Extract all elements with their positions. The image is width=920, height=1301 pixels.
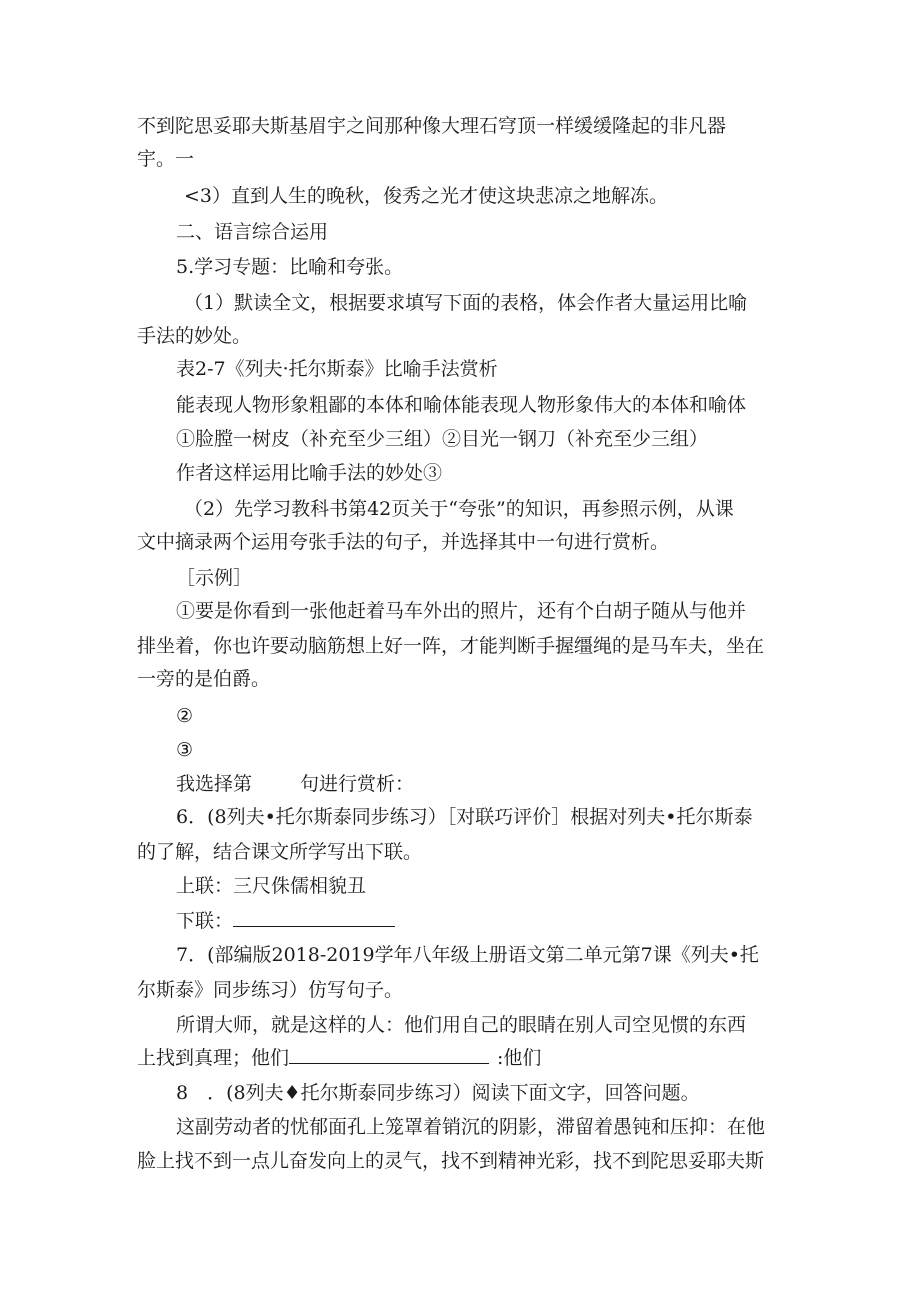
- text-line: 所谓大师，就是这样的人：他们用自己的眼睛在别人司空见惯的东西: [176, 1014, 747, 1036]
- answer-suffix: 句进行赏析：: [300, 773, 415, 795]
- answer-line: [176, 771, 797, 797]
- text-line: 文中摘录两个运用夸张手法的句子，并选择其中一句进行赏析。: [137, 531, 670, 553]
- table-header: 能表现人物形象粗鄙的本体和喻体能表现人物形象伟大的本体和喻体: [176, 394, 747, 416]
- text-line: <3）直到人生的晚秋，俊秀之光才使这块悲凉之地解冻。: [184, 185, 669, 207]
- line-suffix: :他们: [497, 1047, 542, 1069]
- text-line: 不到陀思妥耶夫斯基眉宇之间那种像大理石穹顶一样缓缓隆起的非凡器: [137, 115, 727, 137]
- text-line: 排坐着，你也许要动脑筋想上好一阵，才能判断手握缰绳的是马车夫，坐在: [137, 635, 765, 657]
- line-prefix: 上找到真理；他们: [137, 1047, 290, 1069]
- table-row: ①脸膛一树皮（补充至少三组）②目光一钢刀（补充至少三组）: [176, 428, 709, 450]
- couplet-lower: [176, 908, 797, 934]
- fill-blank[interactable]: [233, 908, 395, 927]
- text-line: 宇。一: [137, 148, 195, 170]
- question-heading: 5.学习专题：比喻和夸张。: [176, 256, 404, 278]
- text-line: 这副劳动者的忧郁面孔上笼罩着销沉的阴影，滞留着愚钝和压抑：在他: [176, 1116, 766, 1138]
- text-line: ①要是你看到一张他赶着马车外出的照片，还有个白胡子随从与他并: [176, 600, 747, 622]
- example-label: ［示例］: [176, 567, 253, 589]
- text-line: 的了解，结合课文所学写出下联。: [137, 841, 423, 863]
- text-line: [137, 1045, 797, 1071]
- text-line: 手法的妙处。: [137, 325, 252, 347]
- section-heading: 二、语言综合运用: [176, 221, 329, 243]
- question-heading: 6．(8列夫•托尔斯泰同步练习）［对联巧评价］根据对列夫•托尔斯泰: [176, 806, 753, 828]
- text-line: （2）先学习教科书第42页关于“夸张”的知识，再参照示例，从课: [184, 498, 734, 520]
- answer-slot: ②: [176, 705, 194, 727]
- text-line: 脸上找不到一点儿奋发向上的灵气，找不到精神光彩，找不到陀思妥耶夫斯: [137, 1150, 765, 1172]
- table-caption: 表2-7《列夫·托尔斯泰》比喻手法赏析: [176, 358, 498, 380]
- question-heading: 7．(部编版2018-2019学年八年级上册语文第二单元第7课《列夫•托: [176, 944, 759, 966]
- couplet-lower-label: 下联：: [176, 910, 234, 932]
- question-heading: 8 ．(8列夫♦托尔斯泰同步练习）阅读下面文字，回答问题。: [176, 1082, 700, 1104]
- answer-slot: ③: [176, 739, 194, 761]
- text-line: 尔斯泰》同步练习）仿写句子。: [137, 979, 404, 1001]
- answer-prefix: 我选择第: [176, 773, 253, 795]
- table-row: 作者这样运用比喻手法的妙处③: [176, 462, 443, 484]
- text-line: 一旁的是伯爵。: [137, 668, 271, 690]
- text-line: （1）默读全文，根据要求填写下面的表格，体会作者大量运用比喻: [184, 292, 748, 314]
- fill-blank[interactable]: [289, 1045, 489, 1064]
- couplet-upper: 上联：三尺侏儒相貌丑: [176, 875, 367, 897]
